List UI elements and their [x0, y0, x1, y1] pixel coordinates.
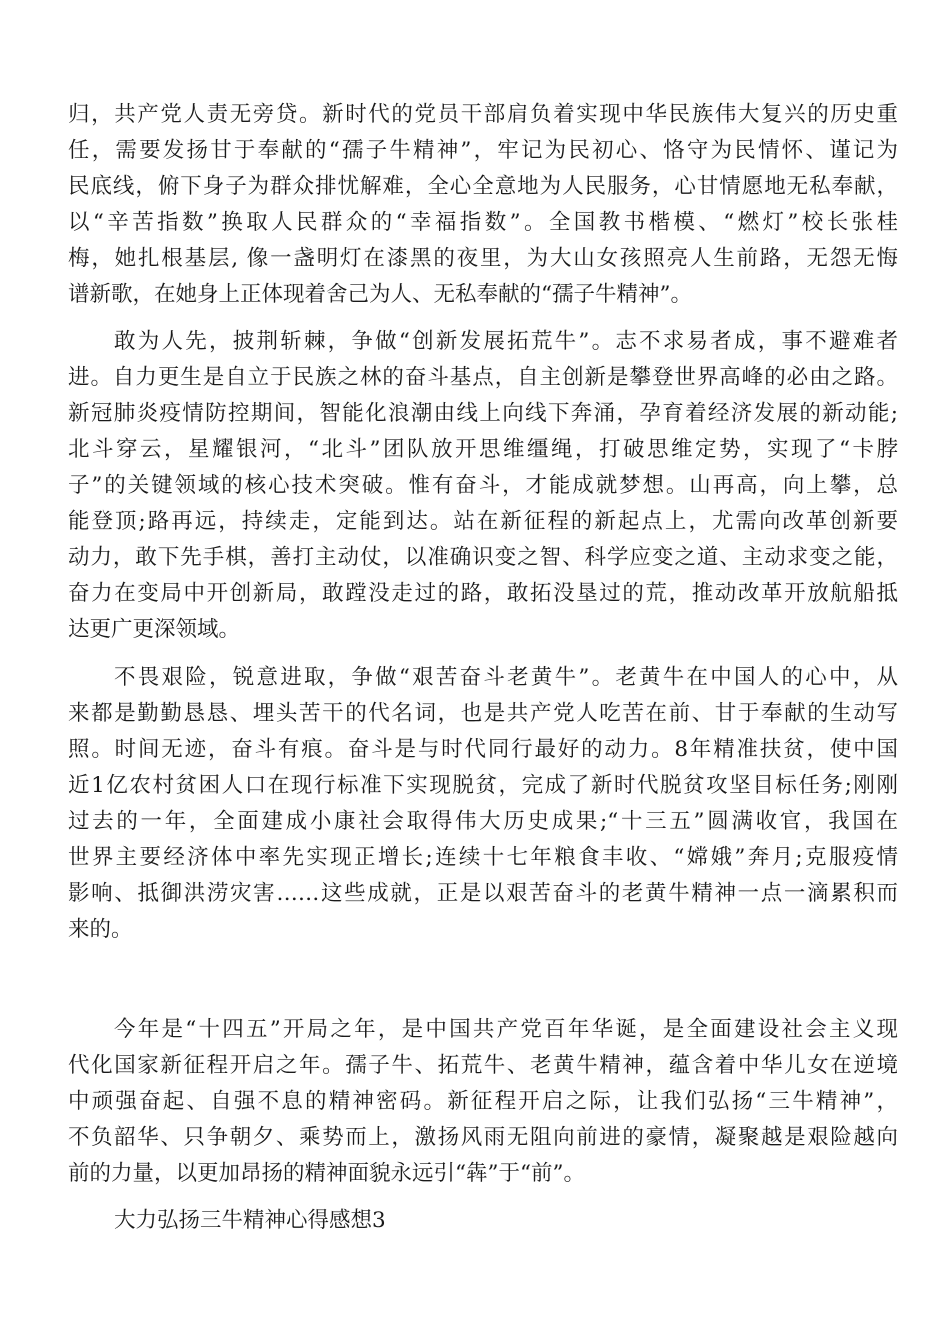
text-line: 不畏艰险，锐意进取，争做“艰苦奋斗老黄牛”。老黄牛在中国人的心中，从	[114, 665, 898, 690]
text-line: 动力，敢下先手棋，善打主动仗，以准确识变之智、科学应变之道、主动求变之能，	[68, 545, 898, 570]
text-line: 北斗穿云，星耀银河，“北斗”团队放开思维缰绳，打破思维定势，实现了“卡脖	[68, 437, 898, 462]
text-line: 中顽强奋起、自强不息的精神密码。新征程开启之际，让我们弘扬“三牛精神”，	[68, 1089, 898, 1114]
text-line: 奋力在变局中开创新局，敢蹚没走过的路，敢拓没垦过的荒，推动改革开放航船抵	[68, 581, 898, 606]
text-line: 谱新歌，在她身上正体现着舍己为人、无私奉献的“孺子牛精神”。	[68, 282, 692, 307]
text-line: 子”的关键领域的核心技术突破。惟有奋斗，才能成就梦想。山再高，向上攀，总	[68, 473, 898, 498]
text-line: 敢为人先，披荆斩棘，争做“创新发展拓荒牛”。志不求易者成，事不避难者	[114, 329, 898, 354]
text-line: 民底线，俯下身子为群众排忧解难，全心全意地为人民服务，心甘情愿地无私奉献，	[68, 174, 898, 199]
text-line: 新冠肺炎疫情防控期间，智能化浪潮由线上向线下奔涌，孕育着经济发展的新动能;	[68, 401, 898, 426]
text-line: 来都是勤勤恳恳、埋头苦干的代名词，也是共产党人吃苦在前、甘于奉献的生动写	[68, 701, 898, 726]
text-line: 任，需要发扬甘于奉献的“孺子牛精神”，牢记为民初心、恪守为民情怀、谨记为	[68, 138, 898, 163]
text-line: 以“辛苦指数”换取人民群众的“幸福指数”。全国教书楷模、“燃灯”校长张桂	[68, 210, 898, 235]
text-line: 影响、抵御洪涝灾害……这些成就，正是以艰苦奋斗的老黄牛精神一点一滴累积而	[68, 881, 898, 906]
text-line: 梅，她扎根基层, 像一盏明灯在漆黑的夜里，为大山女孩照亮人生前路，无怨无悔	[68, 246, 898, 271]
text-line: 前的力量，以更加昂扬的精神面貌永远引“犇”于“前”。	[68, 1161, 585, 1186]
text-line: 不负韶华、只争朝夕、乘势而上，激扬风雨无阻向前进的豪情，凝聚越是艰险越向	[68, 1125, 898, 1150]
text-line: 归，共产党人责无旁贷。新时代的党员干部肩负着实现中华民族伟大复兴的历史重	[68, 102, 898, 127]
text-line: 大力弘扬三牛精神心得感想3	[114, 1208, 386, 1233]
text-line: 代化国家新征程开启之年。孺子牛、拓荒牛、老黄牛精神，蕴含着中华儿女在逆境	[68, 1053, 898, 1078]
text-line: 能登顶;路再远，持续走，定能到达。站在新征程的新起点上，尤需向改革创新要	[68, 509, 898, 534]
text-line: 世界主要经济体中率先实现正增长;连续十七年粮食丰收、“嫦娥”奔月;克服疫情	[68, 845, 898, 870]
text-line: 照。时间无迹，奋斗有痕。奋斗是与时代同行最好的动力。8年精准扶贫，使中国	[68, 737, 898, 762]
text-line: 进。自力更生是自立于民族之林的奋斗基点，自主创新是攀登世界高峰的必由之路。	[68, 365, 898, 390]
text-line: 过去的一年，全面建成小康社会取得伟大历史成果;“十三五”圆满收官，我国在	[68, 809, 898, 834]
text-line: 今年是“十四五”开局之年，是中国共产党百年华诞，是全面建设社会主义现	[114, 1017, 898, 1042]
text-line: 达更广更深领域。	[68, 617, 241, 642]
text-line: 近1亿农村贫困人口在现行标准下实现脱贫，完成了新时代脱贫攻坚目标任务;刚刚	[68, 773, 898, 798]
text-line: 来的。	[68, 917, 133, 942]
